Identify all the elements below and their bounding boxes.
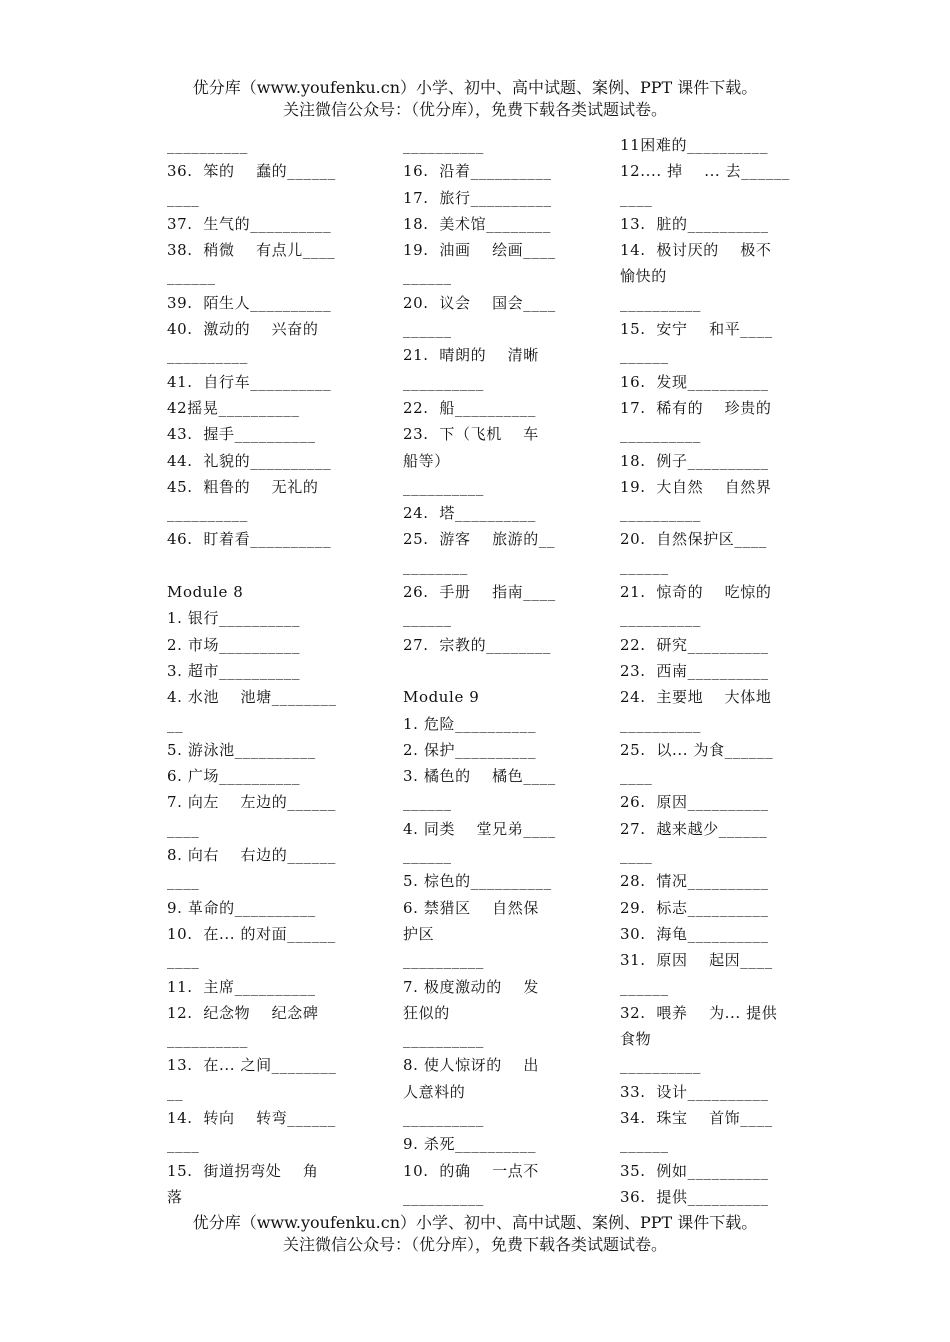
vocab-line: 14. 极讨厌的 极不 [620,241,772,260]
vocab-line: 6. 广场__________ [167,767,301,786]
vocab-line: __________ [167,346,248,365]
vocab-line: 37. 生气的__________ [167,214,332,233]
vocab-line: ______ [403,609,452,628]
vocab-column-3 [620,132,790,1210]
vocab-line: ____ [620,846,653,865]
vocab-line: 26. 手册 指南____ [403,583,556,602]
vocab-line: 7. 极度激动的 发 [403,977,539,996]
vocab-line: 9. 革命的__________ [167,898,316,917]
vocab-line: 35. 例如__________ [620,1161,769,1180]
vocab-line: 27. 宗教的________ [403,635,551,654]
vocab-line: 36. 提供__________ [620,1187,769,1206]
vocab-line: 20. 自然保护区____ [620,530,767,549]
vocab-line: Module 9 [403,688,480,707]
vocab-line: ______ [620,556,669,575]
vocab-line: 13. 在... 之间________ [167,1056,337,1075]
vocab-line [403,658,567,684]
vocab-line: __ [167,1082,184,1101]
vocab-line: 39. 陌生人__________ [167,293,332,312]
vocab-line: ____ [167,188,200,207]
footer-banner [0,1212,950,1256]
header-banner-line-2: 关注微信公众号：（优分库），免费下载各类试题试卷。 [282,100,667,119]
vocab-line: 16. 发现__________ [620,372,769,391]
vocab-line: 1. 银行__________ [167,609,301,628]
vocab-line: 9. 杀死__________ [403,1135,537,1154]
vocab-line: 船等） [403,451,450,470]
vocab-line: 1. 危险__________ [403,714,537,733]
vocab-line: 28. 情况__________ [620,872,769,891]
vocab-line: __________ [620,425,701,444]
vocab-line: 44. 礼貌的__________ [167,451,332,470]
vocab-line: 19. 大自然 自然界 [620,477,772,496]
vocab-line: 25. 游客 旅游的__ [403,530,556,549]
vocab-line: ____ [167,1135,200,1154]
vocab-column-2 [403,132,567,1210]
vocab-line: 11困难的__________ [620,136,769,154]
vocab-line: __________ [620,1056,701,1075]
vocab-line: 3. 橘色的 橘色____ [403,767,556,786]
vocab-line: __________ [620,504,701,523]
vocab-line: 2. 市场__________ [167,635,301,654]
vocab-line: 22. 船__________ [403,398,536,417]
vocab-line: 38. 稍微 有点儿____ [167,241,336,260]
vocab-line: ______ [620,977,669,996]
vocab-line: 7. 向左 左边的______ [167,793,336,812]
vocab-line: ____ [167,819,200,838]
vocab-line: 16. 沿着__________ [403,162,552,181]
vocab-line: 41. 自行车__________ [167,372,332,391]
vocab-line: 24. 主要地 大体地 [620,688,772,707]
vocab-line: 26. 原因__________ [620,793,769,812]
vocab-line: ______ [403,267,452,286]
vocab-line: 3. 超市__________ [167,661,301,680]
vocab-line: ______ [403,320,452,339]
vocab-line: 4. 水池 池塘________ [167,688,337,707]
vocab-line: 13. 脏的__________ [620,214,769,233]
vocab-line: 6. 禁猎区 自然保 [403,898,539,917]
vocab-line: __________ [167,504,248,523]
vocab-line: __________ [403,951,484,970]
vocab-line: 32. 喂养 为... 提供 [620,1003,778,1022]
vocab-line: 30. 海龟__________ [620,924,769,943]
vocab-line: 31. 原因 起因____ [620,951,773,970]
vocab-line: Module 8 [167,583,244,602]
vocab-line: 14. 转向 转弯______ [167,1108,336,1127]
vocab-line: 23. 下（飞机 车 [403,425,539,444]
vocab-line: 18. 美术馆________ [403,214,551,233]
vocab-line: ______ [403,846,452,865]
vocab-line: __________ [403,136,484,154]
vocab-line: 19. 油画 绘画____ [403,241,556,260]
vocab-line: ____ [620,188,653,207]
vocab-line: ______ [620,1135,669,1154]
vocab-line: __________ [403,1187,484,1206]
vocab-line: 22. 研究__________ [620,635,769,654]
vocab-line: 20. 议会 国会____ [403,293,556,312]
vocab-line: 12.... 掉 ... 去______ [620,162,790,181]
vocab-line: __________ [620,609,701,628]
vocab-line: 10. 在... 的对面______ [167,924,336,943]
vocab-line: __________ [167,1030,248,1049]
header-banner-line-1: 优分库（www.youfenku.cn）小学、初中、高中试题、案例、PPT 课件下载。 [192,78,758,97]
vocab-line [167,553,349,579]
vocab-line: 24. 塔__________ [403,504,536,523]
vocab-line: 33. 设计__________ [620,1082,769,1101]
vocab-line: 21. 惊奇的 吃惊的 [620,583,772,602]
footer-banner-line-1: 优分库（www.youfenku.cn）小学、初中、高中试题、案例、PPT 课件下载。 [192,1213,758,1232]
vocab-line: ____ [167,951,200,970]
vocab-line: ________ [403,556,468,575]
vocab-line: __________ [403,477,484,496]
vocab-line: 15. 街道拐弯处 角 [167,1161,319,1180]
vocab-line: 15. 安宁 和平____ [620,320,773,339]
vocab-line: 18. 例子__________ [620,451,769,470]
vocab-line: 4. 同类 堂兄弟____ [403,819,556,838]
vocab-line: __________ [403,1030,484,1049]
vocab-line: 8. 向右 右边的______ [167,846,336,865]
vocab-line: 42摇晃__________ [167,398,300,417]
vocab-line: 21. 晴朗的 清晰 [403,346,539,365]
vocab-line: 狂似的 [403,1003,450,1022]
vocab-line: __________ [620,714,701,733]
vocab-line: 29. 标志__________ [620,898,769,917]
vocab-line: 2. 保护__________ [403,740,537,759]
header-banner [0,77,950,121]
footer-banner-line-2: 关注微信公众号：（优分库），免费下载各类试题试卷。 [282,1235,667,1254]
vocab-line: ____ [167,872,200,891]
vocab-line: 5. 游泳池__________ [167,740,316,759]
vocab-line: 40. 激动的 兴奋的 [167,320,319,339]
vocab-line: 10. 的确 一点不 [403,1161,539,1180]
vocab-line: 愉快的 [620,267,667,286]
vocab-column-1 [167,132,349,1210]
vocab-line: ______ [403,793,452,812]
vocab-line: ____ [620,767,653,786]
vocab-line: __ [167,714,184,733]
vocab-line: 34. 珠宝 首饰____ [620,1108,773,1127]
vocab-line: 43. 握手__________ [167,425,316,444]
vocab-line: __________ [167,136,248,154]
vocab-line: 护区 [403,924,435,943]
vocab-line: __________ [403,1108,484,1127]
vocab-line: 23. 西南__________ [620,661,769,680]
vocab-line: ______ [620,346,669,365]
vocab-line: 8. 使人惊讶的 出 [403,1056,539,1075]
vocab-line: 36. 笨的 蠢的______ [167,162,336,181]
vocab-line: 5. 棕色的__________ [403,872,552,891]
vocab-line: 17. 旅行__________ [403,188,552,207]
vocab-line: 25. 以... 为食______ [620,740,774,759]
vocab-line: 46. 盯着看__________ [167,530,332,549]
vocab-line: 12. 纪念物 纪念碑 [167,1003,319,1022]
vocab-line: 45. 粗鲁的 无礼的 [167,477,319,496]
vocab-line: 17. 稀有的 珍贵的 [620,398,772,417]
vocab-line: __________ [620,293,701,312]
vocab-line: __________ [403,372,484,391]
vocab-line: 人意料的 [403,1082,466,1101]
vocab-line: 11. 主席__________ [167,977,316,996]
vocab-line: ______ [167,267,216,286]
vocab-line: 落 [167,1187,183,1206]
vocab-line: 食物 [620,1030,652,1049]
vocab-line: 27. 越来越少______ [620,819,768,838]
